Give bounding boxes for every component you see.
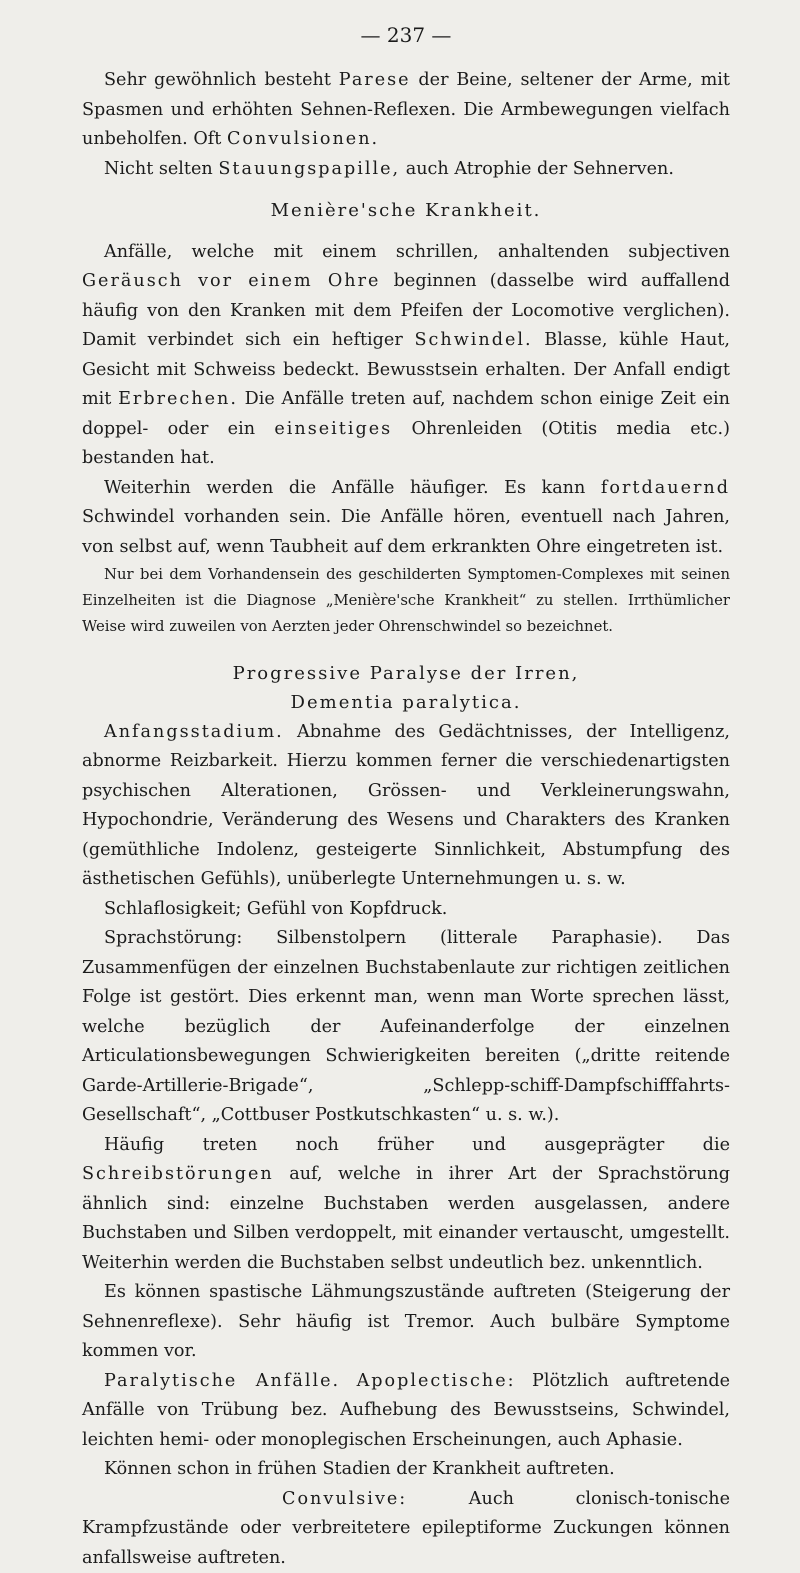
paragraph-schreibstoerungen	[82, 1131, 730, 1279]
emphasis-geraeusch: Geräusch vor einem Ohre	[82, 271, 381, 291]
text-run	[340, 1371, 356, 1391]
paragraph-meniere-verlauf	[82, 474, 730, 563]
paragraph-fruehe-stadien: Können schon in frühen Stadien der Krankheit auftreten.	[104, 1459, 615, 1480]
text-run: Häufig treten noch früher und ausgeprägter die	[104, 1134, 730, 1155]
text-run: Nicht selten	[104, 158, 219, 179]
emphasis-schwindel: Schwindel.	[414, 330, 533, 350]
paragraph-sprachstoerung: Sprachstörung: Silbenstolpern (litterale Paraphasie). Das Zusammenfügen der einzelnen Buchstabenlaute zur richtigen zeitlichen Folge ist gestört. Dies erkennt man, wenn man Worte sprechen lässt, welche bezüglich der Aufeinanderfolge der einzelnen Articulationsbewegungen Schwierigkeiten bereiten („dritte reitende Garde-Artillerie-Brigade“, „Schlepp-schiff-Dampfschifffahrts-Gesellschaft“, „Cottbuser Postkutschkasten“ u. s. w.).	[82, 928, 730, 1126]
text-run: Plötzlich auftretende Anfälle von Trübung bez. Aufhebung des Bewusstseins, Schwindel, leichten hemi- oder monoplegischen Erscheinungen, auch Aphasie.	[82, 1370, 731, 1450]
text-run: Ohrenleiden (Otitis media etc.) bestanden hat.	[82, 418, 730, 468]
section-heading-paralyse: Progressive Paralyse der Irren,	[232, 662, 580, 684]
section-subheading-dementia: Dementia paralytica.	[290, 692, 522, 714]
text-run: Sehr gewöhnlich besteht	[104, 70, 339, 90]
emphasis-parese: Parese	[338, 70, 411, 90]
text-run: Weiterhin werden die Anfälle häufiger. Es kann	[104, 477, 601, 498]
section-heading-meniere: Menière'sche Krankheit.	[270, 200, 542, 221]
emphasis-apoplectische: Apoplectische:	[356, 1370, 516, 1391]
text-run: Abnahme des Gedächtnisses, der Intelligenz, abnorme Reizbarkeit. Hierzu kommen ferner die verschiedenartigsten psychischen Alterationen, Grössen- und Verkleinerungswahn, Hypochondrie, Veränderung des Wesens und Charakters des Kranken (gemüthliche Indolenz, gesteigerte Sinnlichkeit, Abstumpfung des ästhetischen Gefühls), unüberlegte Unternehmungen u. s. w.	[82, 721, 730, 890]
paragraph-parese	[82, 66, 730, 155]
emphasis-convulsionen: Convulsionen.	[226, 129, 380, 149]
text-run: Auch clonisch-tonische Krampfzustände oder verbreitetere epileptiforme Zuckungen können anfallsweise auftreten.	[82, 1488, 730, 1568]
text-run: auf, welche in ihrer Art der Sprachstörung ähnlich sind: einzelne Buchstaben werden ausgelassen, andere Buchstaben und Silben verdoppelt, mit einander vertauscht, umgestellt. Weiterhin werden die Buchstaben selbst undeutlich bez. unkenntlich.	[82, 1164, 730, 1273]
emphasis-erbrechen: Erbrechen.	[118, 389, 238, 409]
paragraph-meniere-anfaelle	[82, 238, 730, 474]
text-run: Schwindel vorhanden sein. Die Anfälle hören, eventuell nach Jahren, von selbst auf, wenn Taubheit auf dem erkrankten Ohre eingetreten ist.	[82, 507, 730, 557]
paragraph-stauungspapille	[82, 155, 730, 185]
paragraph-laehmungen: Es können spastische Lähmungszustände auftreten (Steigerung der Sehnenreflexe). Sehr häufig ist Tremor. Auch bulbäre Symptome kommen vor.	[82, 1282, 730, 1362]
paragraph-meniere-note: Nur bei dem Vorhandensein des geschilderten Symptomen-Complexes mit seinen Einzelheiten ist die Diagnose „Menière'sche Krankheit“ zu stellen. Irrthümlicher Weise wird zuweilen von Aerzten jeder Ohrenschwindel so bezeichnet.	[82, 566, 730, 636]
emphasis-schreibstoerungen: Schreibstörungen	[82, 1164, 274, 1185]
paragraph-convulsive	[82, 1485, 730, 1573]
paragraph-schlaflosigkeit: Schlaflosigkeit; Gefühl von Kopfdruck.	[104, 898, 448, 919]
text-run: der Beine, seltener der Arme, mit Spasmen und erhöhten Sehnen-Reflexen. Die Armbewegungen vielfach unbeholfen. Oft	[82, 70, 731, 149]
text-run: Die Anfälle treten auf, nachdem schon einige Zeit ein doppel- oder ein	[82, 389, 730, 439]
paragraph-anfangsstadium	[82, 718, 730, 895]
page-number: — 237 —	[360, 23, 452, 47]
text-run: Anfälle, welche mit einem schrillen, anhaltenden subjectiven	[104, 241, 730, 262]
emphasis-convulsive: Convulsive:	[282, 1488, 408, 1509]
emphasis-fortdauernd: fortdauernd	[600, 477, 730, 498]
emphasis-einseitiges: einseitiges	[274, 418, 393, 439]
paragraph-paralytische-anfaelle	[82, 1367, 730, 1456]
text-run: Blasse, kühle Haut, Gesicht mit Schweiss bedeckt. Bewusstsein erhalten. Der Anfall endigt mit	[82, 330, 730, 409]
emphasis-paralytische-anfaelle: Paralytische Anfälle.	[104, 1370, 341, 1391]
emphasis-anfangsstadium: Anfangsstadium.	[104, 721, 284, 742]
text-run: auch Atrophie der Sehnerven.	[400, 158, 674, 179]
text-run: beginnen (dasselbe wird auffallend häufig von den Kranken mit dem Pfeifen der Locomotive verglichen). Damit verbindet sich ein heftiger	[82, 271, 730, 350]
emphasis-stauungspapille: Stauungspapille,	[218, 158, 401, 179]
